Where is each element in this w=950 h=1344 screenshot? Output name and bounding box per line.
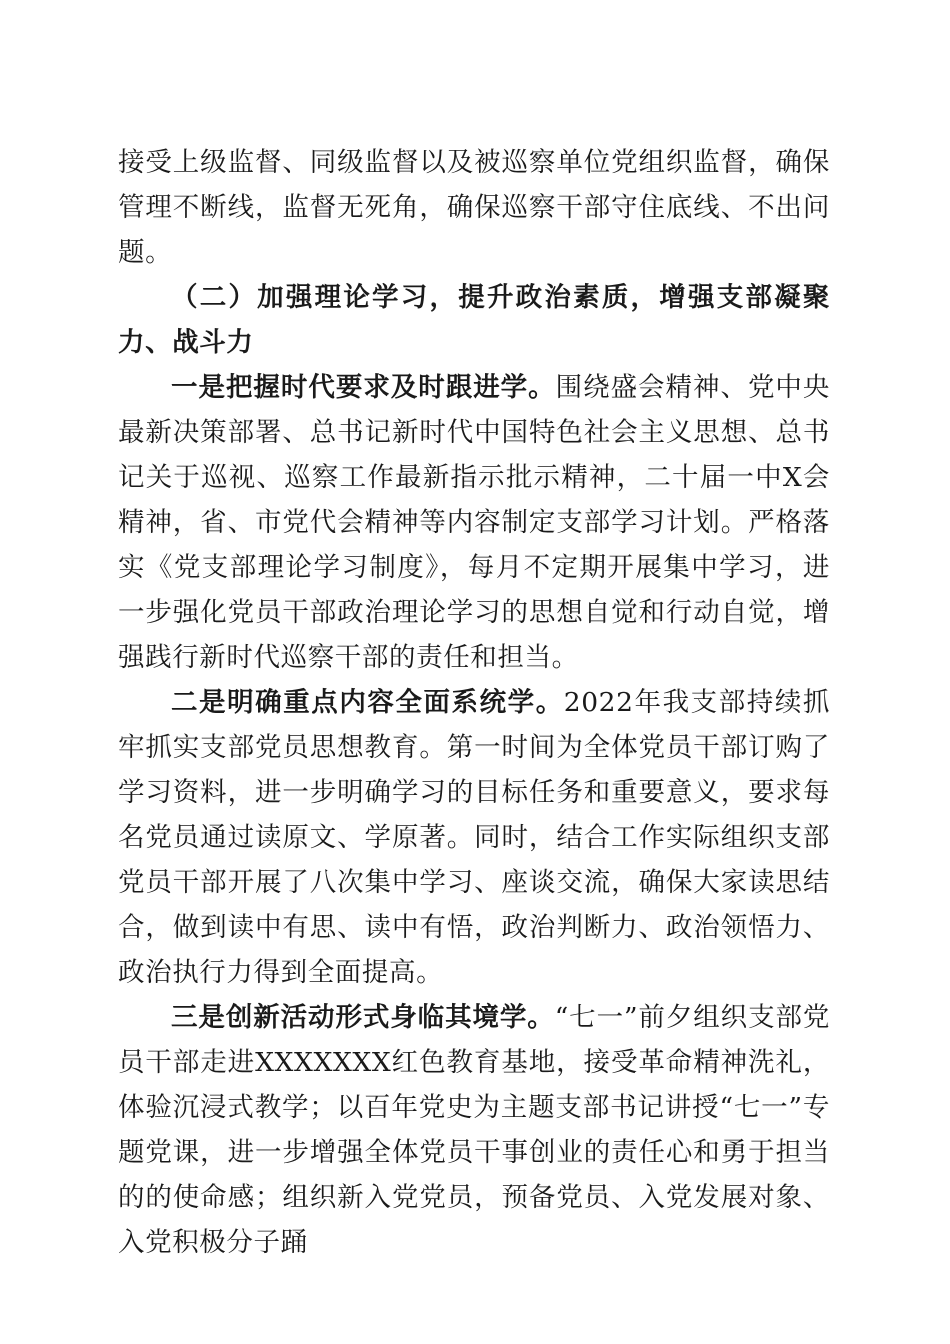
paragraph-supervision-text: 接受上级监督、同级监督以及被巡察单位党组织监督，确保管理不断线，监督无死角，确保巡察干部守住底线、不出问题。 bbox=[118, 147, 830, 268]
document-body bbox=[118, 140, 830, 1265]
paragraph-immersive-study bbox=[118, 995, 830, 1265]
section-heading-theory-study bbox=[118, 275, 830, 365]
paragraph-lead: 二是明确重点内容全面系统学。 bbox=[171, 687, 564, 718]
paragraph-supervision bbox=[118, 140, 830, 275]
section-heading-text: （二）加强理论学习，提升政治素质，增强支部凝聚力、战斗力 bbox=[118, 282, 830, 358]
paragraph-body: 2022年我支部持续抓牢抓实支部党员思想教育。第一时间为全体党员干部订购了学习资料，进一步明确学习的目标任务和重要意义，要求每名党员通过读原文、学原著。同时，结合工作实际组织支部党员干部开展了八次集中学习、座谈交流，确保大家读思结合，做到读中有思、读中有悟，政治判断力、政治领悟力、政治执行力得到全面提高。 bbox=[118, 687, 830, 988]
paragraph-timely-study bbox=[118, 365, 830, 680]
paragraph-lead: 一是把握时代要求及时跟进学。 bbox=[171, 372, 556, 403]
paragraph-body: 围绕盛会精神、党中央最新决策部署、总书记新时代中国特色社会主义思想、总书记关于巡视、巡察工作最新指示批示精神，二十届一中X会精神，省、市党代会精神等内容制定支部学习计划。严格落实《党支部理论学习制度》，每月不定期开展集中学习，进一步强化党员干部政治理论学习的思想自觉和行动自觉，增强践行新时代巡察干部的责任和担当。 bbox=[118, 372, 831, 673]
paragraph-lead: 三是创新活动形式身临其境学。 bbox=[171, 1002, 555, 1033]
paragraph-systematic-study bbox=[118, 680, 830, 995]
paragraph-body: “七一”前夕组织支部党员干部走进XXXXXXX红色教育基地，接受革命精神洗礼，体验沉浸式教学；以百年党史为主题支部书记讲授“七一”专题党课，进一步增强全体党员干事创业的责任心和勇于担当的的使命感；组织新入党党员，预备党员、入党发展对象、入党积极分子踊 bbox=[118, 1002, 830, 1258]
